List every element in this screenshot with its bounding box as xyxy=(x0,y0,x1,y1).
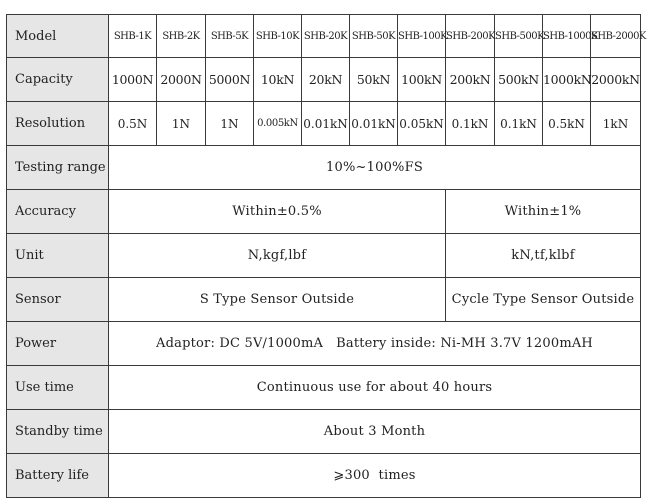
model-cell: SHB-1000K xyxy=(543,15,591,58)
use-time-row xyxy=(7,366,641,410)
capacity-cell: 1000kN xyxy=(543,58,591,102)
capacity-cell: 50kN xyxy=(350,58,398,102)
capacity-cell: 2000kN xyxy=(591,58,641,102)
model-cell: SHB-5K xyxy=(206,15,254,58)
sensor-value-a: S Type Sensor Outside xyxy=(109,278,446,322)
model-cell: SHB-2000K xyxy=(591,15,641,58)
unit-row xyxy=(7,234,641,278)
power-value: Adaptor: DC 5V/1000mA Battery inside: Ni-MH 3.7V 1200mAH xyxy=(109,322,641,366)
resolution-label: Resolution xyxy=(7,102,109,146)
standby-time-label: Standby time xyxy=(7,410,109,454)
model-cell: SHB-200K xyxy=(446,15,495,58)
battery-life-value: ⩾300 times xyxy=(109,454,641,498)
capacity-cell: 10kN xyxy=(254,58,302,102)
resolution-cell: 1N xyxy=(206,102,254,146)
power-row xyxy=(7,322,641,366)
use-time-label: Use time xyxy=(7,366,109,410)
resolution-cell: 0.005kN xyxy=(254,102,302,146)
resolution-cell: 0.5kN xyxy=(543,102,591,146)
model-label: Model xyxy=(7,15,109,58)
unit-label: Unit xyxy=(7,234,109,278)
model-cell: SHB-2K xyxy=(157,15,206,58)
capacity-cell: 100kN xyxy=(398,58,446,102)
capacity-cell: 2000N xyxy=(157,58,206,102)
model-cell: SHB-100K xyxy=(398,15,446,58)
resolution-cell: 0.01kN xyxy=(302,102,350,146)
capacity-cell: 5000N xyxy=(206,58,254,102)
use-time-value: Continuous use for about 40 hours xyxy=(109,366,641,410)
standby-time-value: About 3 Month xyxy=(109,410,641,454)
capacity-cell: 500kN xyxy=(495,58,543,102)
resolution-cell: 0.5N xyxy=(109,102,157,146)
sensor-label: Sensor xyxy=(7,278,109,322)
accuracy-row xyxy=(7,190,641,234)
testing-range-value: 10%~100%FS xyxy=(109,146,641,190)
model-row xyxy=(7,15,641,58)
capacity-cell: 20kN xyxy=(302,58,350,102)
resolution-cell: 0.01kN xyxy=(350,102,398,146)
unit-value-a: N,kgf,lbf xyxy=(109,234,446,278)
spec-table xyxy=(6,14,646,498)
model-cell: SHB-10K xyxy=(254,15,302,58)
resolution-cell: 0.1kN xyxy=(495,102,543,146)
resolution-cell: 1N xyxy=(157,102,206,146)
unit-value-b: kN,tf,klbf xyxy=(446,234,641,278)
power-label: Power xyxy=(7,322,109,366)
capacity-cell: 1000N xyxy=(109,58,157,102)
model-cell: SHB-500K xyxy=(495,15,543,58)
accuracy-value-a: Within±0.5% xyxy=(109,190,446,234)
resolution-cell: 0.1kN xyxy=(446,102,495,146)
model-cell: SHB-20K xyxy=(302,15,350,58)
capacity-label: Capacity xyxy=(7,58,109,102)
model-cell: SHB-50K xyxy=(350,15,398,58)
accuracy-value-b: Within±1% xyxy=(446,190,641,234)
battery-life-label: Battery life xyxy=(7,454,109,498)
model-cell: SHB-1K xyxy=(109,15,157,58)
resolution-cell: 1kN xyxy=(591,102,641,146)
resolution-row xyxy=(7,102,641,146)
standby-time-row xyxy=(7,410,641,454)
resolution-cell: 0.05kN xyxy=(398,102,446,146)
battery-life-row xyxy=(7,454,641,498)
capacity-cell: 200kN xyxy=(446,58,495,102)
capacity-row xyxy=(7,58,641,102)
sensor-row xyxy=(7,278,641,322)
testing-range-row xyxy=(7,146,641,190)
testing-range-label: Testing range xyxy=(7,146,109,190)
sensor-value-b: Cycle Type Sensor Outside xyxy=(446,278,641,322)
accuracy-label: Accuracy xyxy=(7,190,109,234)
